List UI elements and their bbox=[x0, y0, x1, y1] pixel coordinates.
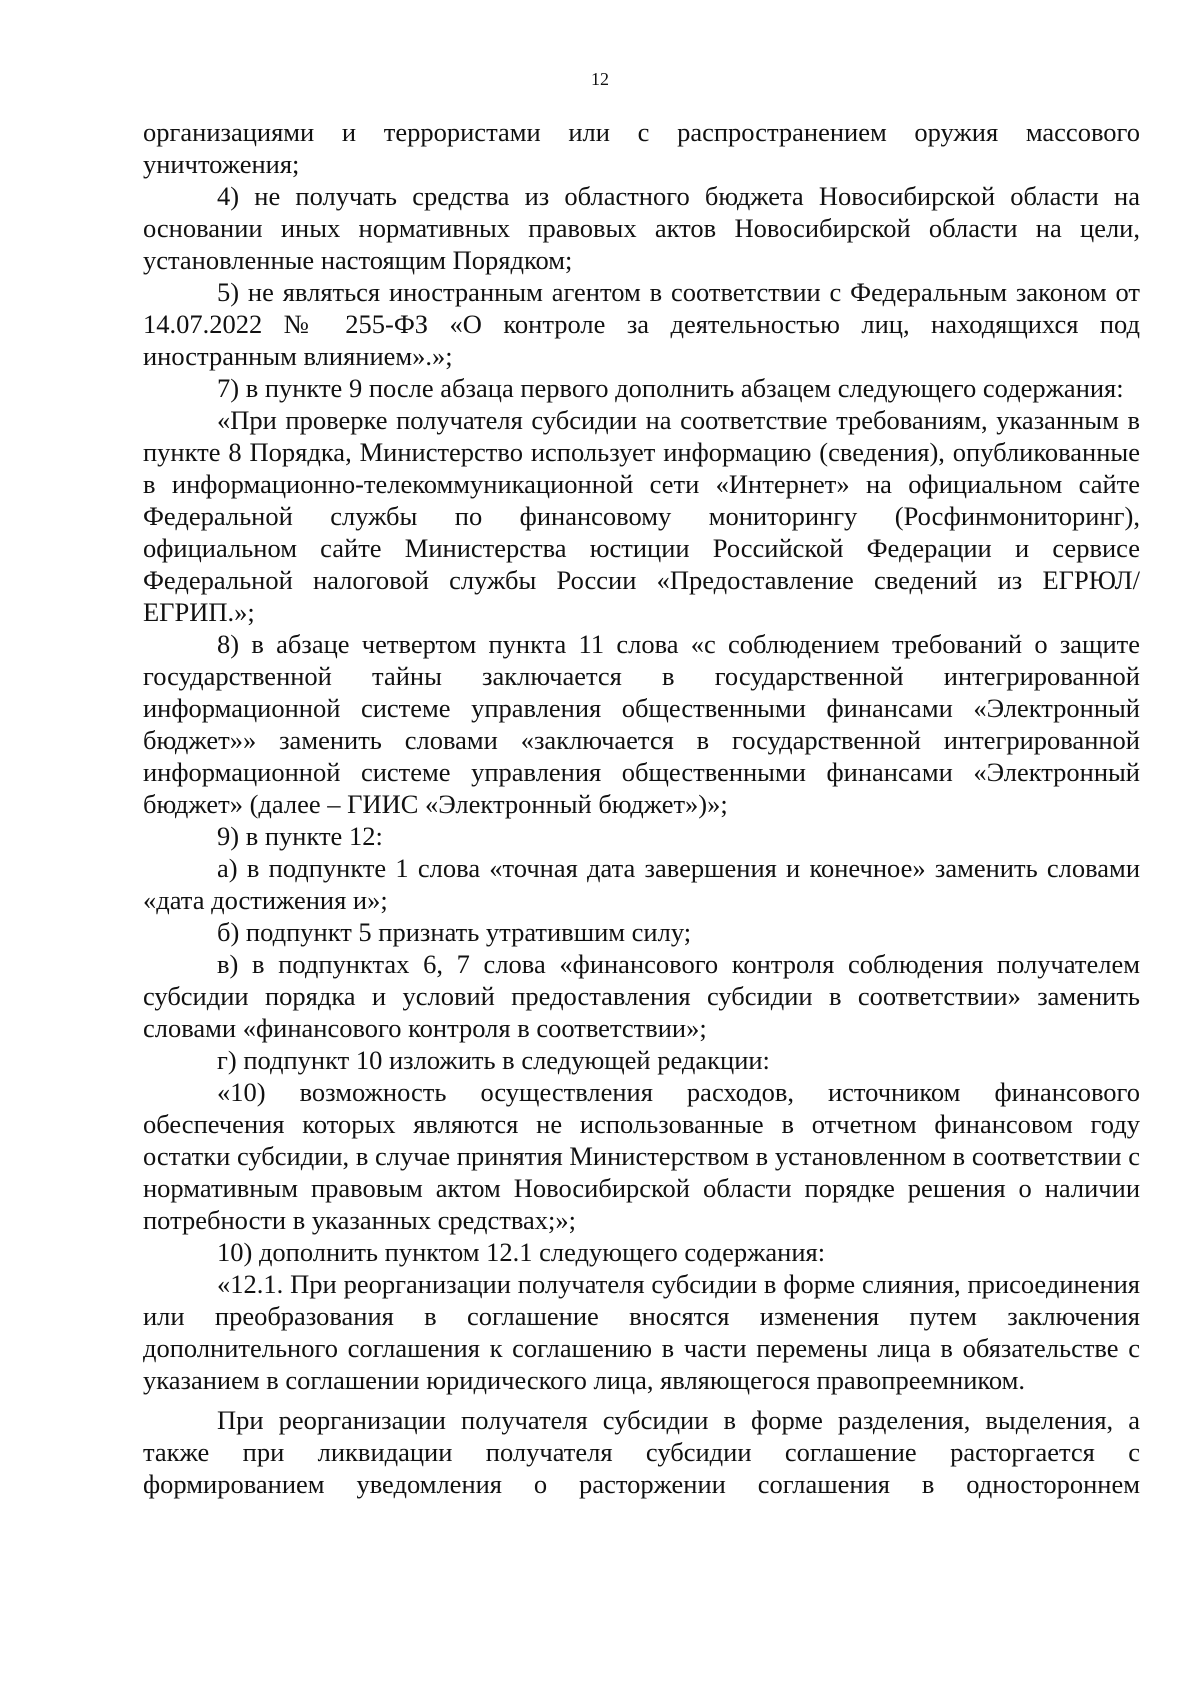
paragraph-13: 10) дополнить пунктом 12.1 следующего содержания: bbox=[217, 1237, 826, 1267]
paragraph-15: При реорганизации получателя субсидии в форме разделения, выделения, а также при ликвидации получателя субсидии соглашение расторгается с формированием уведомления о расторжении соглашения в одностороннем bbox=[143, 1405, 1140, 1499]
paragraph-9: б) подпункт 5 признать утратившим силу; bbox=[217, 917, 692, 947]
paragraph-3: 5) не являться иностранным агентом в соответствии с Федеральным законом от 14.07.2022 № 255-ФЗ «О контроле за деятельностью лиц, находящихся под иностранным влиянием».»; bbox=[143, 277, 1140, 371]
paragraph-10: в) в подпунктах 6, 7 слова «финансового контроля соблюдения получателем субсидии порядка и условий предоставления субсидии в соответствии» заменить словами «финансового контроля в соответствии»; bbox=[143, 949, 1140, 1043]
paragraph-2: 4) не получать средства из областного бюджета Новосибирской области на основании иных нормативных правовых актов Новосибирской области на цели, установленные настоящим Порядком; bbox=[143, 181, 1140, 275]
paragraph-12: «10) возможность осуществления расходов, источником финансового обеспечения которых являются не использованные в отчетном финансовом году остатки субсидии, в случае принятия Министерством в установленном в соответствии с нормативным правовым актом Новосибирской области порядке решения о наличии потребности в указанных средствах;»; bbox=[143, 1077, 1140, 1235]
document-body bbox=[143, 116, 1140, 1500]
paragraph-4: 7) в пункте 9 после абзаца первого дополнить абзацем следующего содержания: bbox=[217, 373, 1124, 403]
paragraph-1: организациями и террористами или с распространением оружия массового уничтожения; bbox=[143, 117, 1140, 179]
paragraph-14: «12.1. При реорганизации получателя субсидии в форме слияния, присоединения или преобразования в соглашение вносятся изменения путем заключения дополнительного соглашения к соглашению в части перемены лица в обязательстве с указанием в соглашении юридического лица, являющегося правопреемником. bbox=[143, 1269, 1140, 1395]
paragraph-8: а) в подпункте 1 слова «точная дата завершения и конечное» заменить словами «дата достижения и»; bbox=[143, 853, 1140, 915]
paragraph-6: 8) в абзаце четвертом пункта 11 слова «с соблюдением требований о защите государственной тайны заключается в государственной интегрированной информационной системе управления общественными финансами «Электронный бюджет»» заменить словами «заключается в государственной интегрированной информационной системе управления общественными финансами «Электронный бюджет» (далее – ГИИС «Электронный бюджет»)»; bbox=[143, 629, 1140, 819]
paragraph-11: г) подпункт 10 изложить в следующей редакции: bbox=[217, 1045, 770, 1075]
paragraph-7: 9) в пункте 12: bbox=[217, 821, 383, 851]
paragraph-5: «При проверке получателя субсидии на соответствие требованиям, указанным в пункте 8 Порядка, Министерство использует информацию (сведения), опубликованные в информационно-телекоммуникационной сети «Интернет» на официальном сайте Федеральной службы по финансовому мониторингу (Росфинмониторинг), официальном сайте Министерства юстиции Российской Федерации и сервисе Федеральной налоговой службы России «Предоставление сведений из ЕГРЮЛ/ЕГРИП.»; bbox=[143, 405, 1140, 627]
page-number: 12 bbox=[591, 69, 609, 89]
